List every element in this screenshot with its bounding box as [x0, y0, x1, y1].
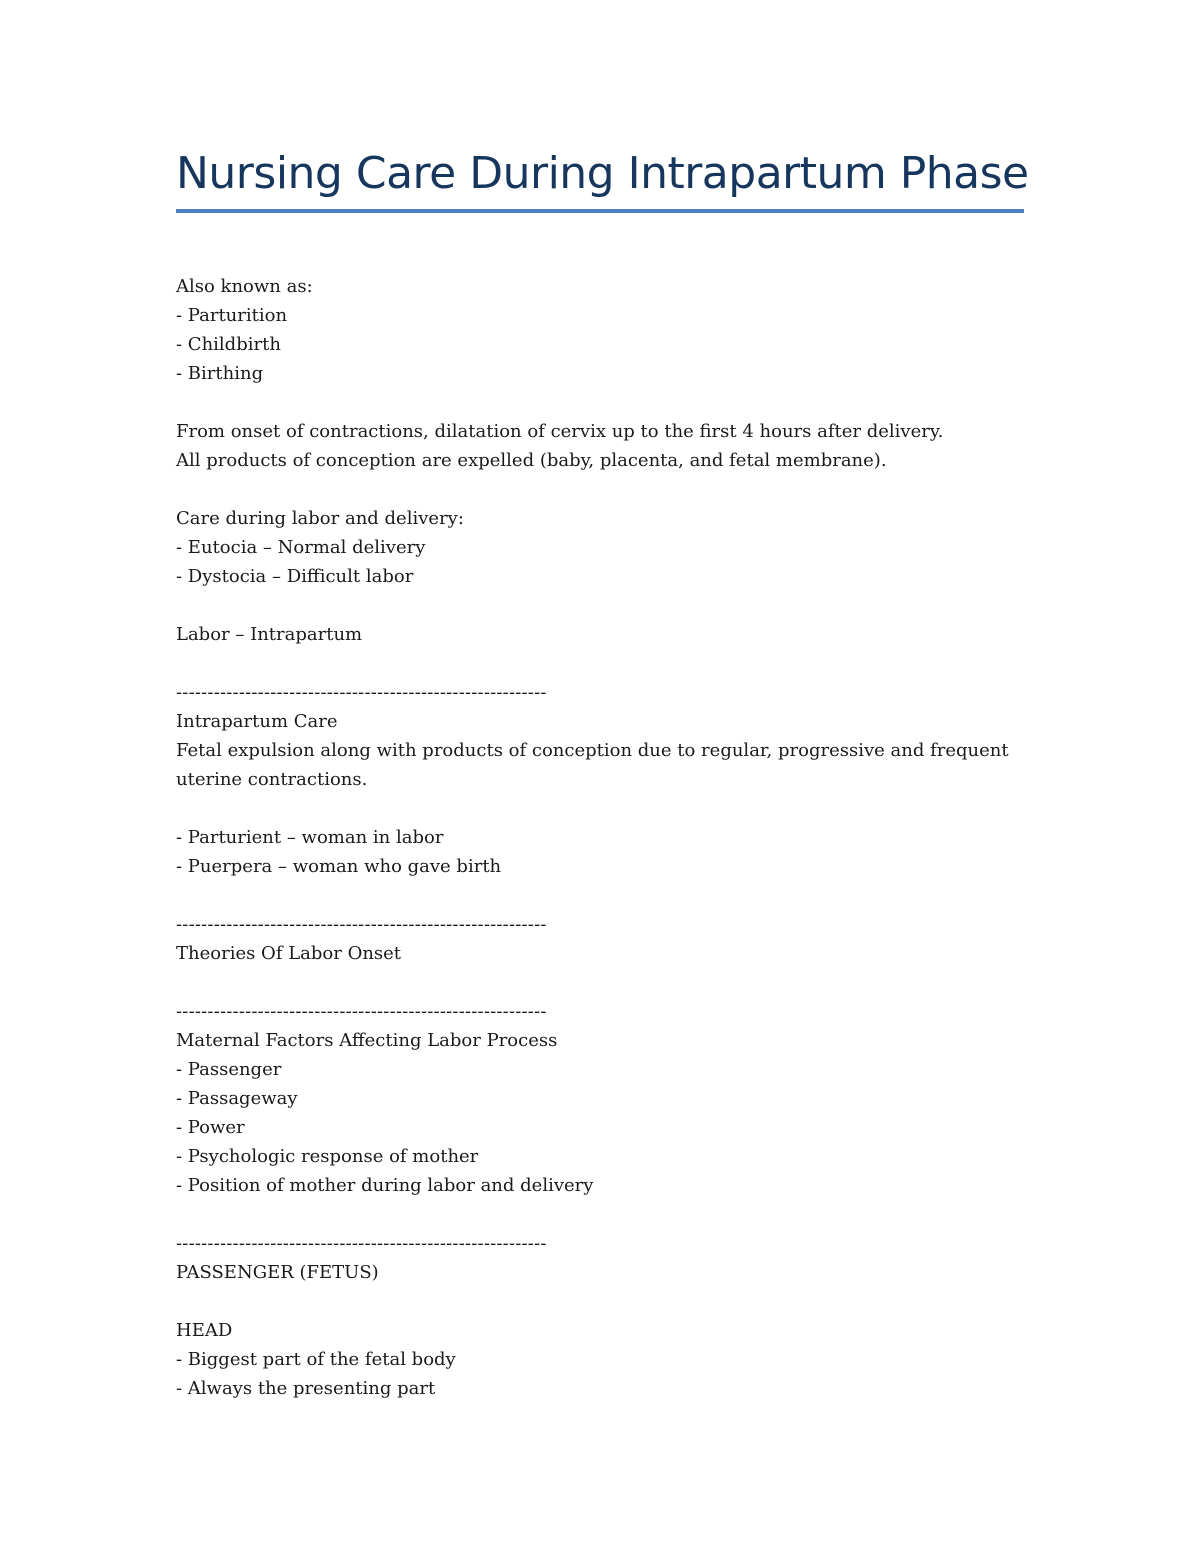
list-item: - Childbirth — [176, 334, 281, 355]
list-item: - Psychologic response of mother — [176, 1146, 479, 1167]
definition-line: All products of conception are expelled (baby, placenta, and fetal membrane). — [176, 450, 887, 471]
spacer — [176, 649, 1026, 678]
intrapartum-care-text: Fetal expulsion along with products of conception due to regular, progressive and frequent uterine contractions. — [176, 740, 1009, 790]
labor-line: Labor – Intrapartum — [176, 624, 363, 645]
list-item: - Passageway — [176, 1088, 298, 1109]
list-item: - Parturient – woman in labor — [176, 827, 444, 848]
maternal-factors-heading: Maternal Factors Affecting Labor Process — [176, 1030, 558, 1051]
list-item: - Eutocia – Normal delivery — [176, 537, 426, 558]
list-item: - Power — [176, 1117, 245, 1138]
spacer — [176, 968, 1026, 997]
spacer — [176, 388, 1026, 417]
list-item: - Puerpera – woman who gave birth — [176, 856, 502, 877]
spacer — [176, 881, 1026, 910]
also-known-heading: Also known as: — [176, 276, 313, 297]
passenger-heading: PASSENGER (FETUS) — [176, 1262, 379, 1283]
spacer — [176, 591, 1026, 620]
section-separator: ----------------------------------------------------------- — [176, 1233, 547, 1254]
list-item: - Dystocia – Difficult labor — [176, 566, 414, 587]
intrapartum-care-heading: Intrapartum Care — [176, 711, 338, 732]
section-separator: ----------------------------------------------------------- — [176, 914, 547, 935]
spacer — [176, 794, 1026, 823]
document-body — [176, 272, 1026, 1403]
section-separator: ----------------------------------------------------------- — [176, 682, 547, 703]
spacer — [176, 1200, 1026, 1229]
list-item: - Biggest part of the fetal body — [176, 1349, 456, 1370]
theories-heading: Theories Of Labor Onset — [176, 943, 402, 964]
spacer — [176, 1287, 1026, 1316]
section-separator: ----------------------------------------------------------- — [176, 1001, 547, 1022]
list-item: - Passenger — [176, 1059, 282, 1080]
spacer — [176, 475, 1026, 504]
title-underline — [176, 209, 1024, 213]
definition-line: From onset of contractions, dilatation of cervix up to the first 4 hours after delivery. — [176, 421, 944, 442]
list-item: - Always the presenting part — [176, 1378, 436, 1399]
care-heading: Care during labor and delivery: — [176, 508, 464, 529]
list-item: - Parturition — [176, 305, 288, 326]
document-title: Nursing Care During Intrapartum Phase — [176, 148, 1029, 199]
list-item: - Birthing — [176, 363, 264, 384]
head-subheading: HEAD — [176, 1320, 233, 1341]
list-item: - Position of mother during labor and delivery — [176, 1175, 594, 1196]
